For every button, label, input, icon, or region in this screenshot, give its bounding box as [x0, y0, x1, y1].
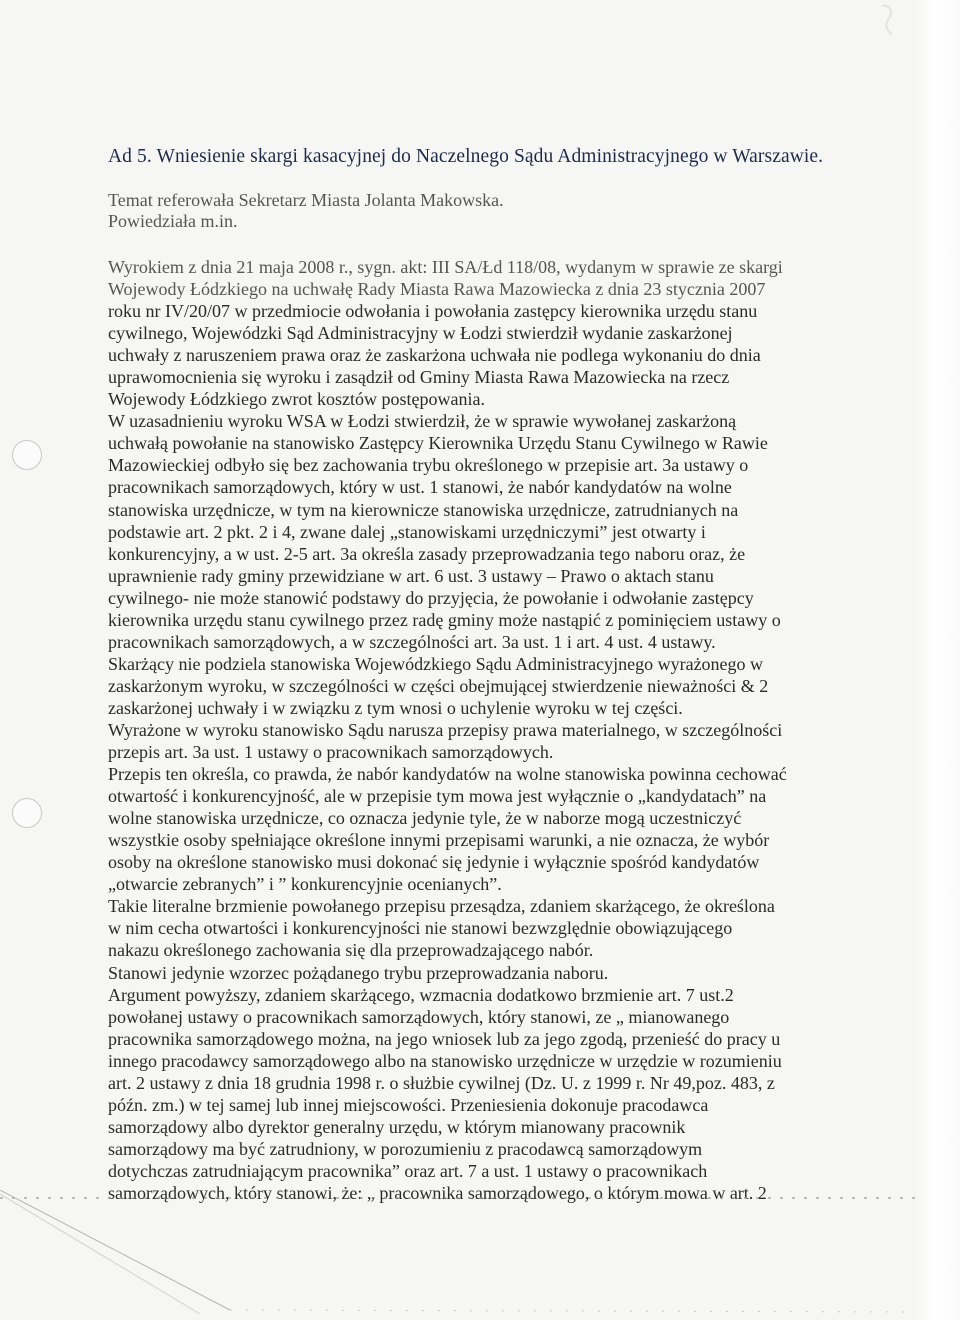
body-line: cywilnego- nie może stanowić podstawy do przyjęcia, że powołanie i odwołanie zastępcy — [108, 587, 754, 608]
body-line: uprawnienie rady gminy przewidziane w art. 6 ust. 3 ustawy – Prawo o aktach stanu — [108, 565, 714, 586]
body-line: Skarżący nie podziela stanowiska Wojewódzkiego Sądu Administracyjnego wyrażonego w — [108, 653, 764, 674]
body-line: stanowiska urzędnicze, w tym na kierownicze stanowiska urzędnicze, zatrudnianych na — [108, 499, 739, 520]
body-line: pracownikach samorządowych, a w szczególności art. 3a ust. 1 i art. 4 ust. 4 ustawy. — [108, 631, 716, 652]
page-edge — [916, 0, 960, 1320]
body-line: uprawomocnienia się wyroku i zasądził od Gminy Miasta Rawa Mazowiecka na rzecz — [108, 367, 730, 388]
punch-hole-lower — [12, 798, 42, 828]
body-line: pracownika samorządowego można, na jego wniosek lub za jego zgodą, przenieść do pracy u — [108, 1028, 781, 1049]
body-line: W uzasadnieniu wyroku WSA w Łodzi stwierdził, że w sprawie wywołanej zaskarżoną — [108, 411, 737, 432]
body-line: powołanej ustawy o pracownikach samorządowych, który stanowi, ze „ mianowanego — [108, 1006, 730, 1027]
body-line: otwartość i konkurencyjność, ale w przepisie tym mowa jest wyłącznie o „kandydatach” na — [108, 786, 767, 807]
body-line: samorządowy albo dyrektor generalny urzędu, w którym mianowany pracownik — [108, 1116, 686, 1137]
body-line: Takie literalne brzmienie powołanego przepisu przesądza, zdaniem skarżącego, że określona — [108, 896, 775, 917]
punch-hole-upper — [12, 440, 42, 470]
section-heading: Ad 5. Wniesienie skargi kasacyjnej do Naczelnego Sądu Administracyjnego w Warszawie. — [108, 146, 824, 167]
body-text — [108, 256, 828, 1204]
body-line: Wojewody Łódzkiego zwrot kosztów postępowania. — [108, 389, 485, 410]
body-line: zaskarżonej uchwały i w związku z tym wnosi o uchylenie wyroku w tej części. — [108, 697, 683, 718]
body-line: wszystkie osoby spełniające określone innymi przepisami warunki, a nie oznacza, że wybór — [108, 830, 770, 851]
body-line: wolne stanowiska urzędnicze, co oznacza jedynie tyle, że w naborze mogą uczestniczyć — [108, 808, 742, 829]
scan-artifacts — [0, 1190, 916, 1320]
body-line: Argument powyższy, zdaniem skarżącego, wzmacnia dodatkowo brzmienie art. 7 ust.2 — [108, 984, 734, 1005]
body-line: osoby na określone stanowisko musi dokonać się jedynie i wyłącznie spośród kandydatów — [108, 852, 760, 873]
body-line: uchwałą powołanie na stanowisko Zastępcy Kierownika Urzędu Stanu Cywilnego w Rawie — [108, 433, 768, 454]
body-line: nakazu określonego zachowania się dla przeprowadzającego nabór. — [108, 940, 594, 961]
body-line: późn. zm.) w tej samej lub innej miejscowości. Przeniesienia dokonuje pracodawca — [108, 1094, 709, 1115]
body-line: cywilnego, Wojewódzki Sąd Administracyjny w Łodzi stwierdził wydanie zaskarżonej — [108, 323, 733, 344]
intro-text — [108, 190, 504, 232]
body-line: w nim cecha otwartości i konkurencyjności nie stanowi bezwzględnie obowiązującego — [108, 918, 733, 939]
body-line: dotychczas zatrudniającym pracownika” oraz art. 7 a ust. 1 ustawy o pracownikach — [108, 1160, 708, 1181]
body-line: innego pracodawcy samorządowego albo na stanowisko urzędnicze w urzędzie w rozumieniu — [108, 1050, 782, 1071]
body-line: podstawie art. 2 pkt. 2 i 4, zwane dalej „stanowiskami urzędniczymi” jest otwarty i — [108, 521, 706, 542]
page-corner-mark — [876, 2, 898, 38]
body-line: samorządowy ma być zatrudniony, w porozumieniu z pracodawcą samorządowym — [108, 1138, 703, 1159]
body-line: Wojewody Łódzkiego na uchwałę Rady Miasta Rawa Mazowiecka z dnia 23 stycznia 2007 — [108, 279, 766, 300]
body-line: art. 2 ustawy z dnia 18 grudnia 1998 r. o służbie cywilnej (Dz. U. z 1999 r. Nr 49,poz. 483, z — [108, 1072, 775, 1093]
body-line: uchwały z naruszeniem prawa oraz że zaskarżona uchwała nie podlega wykonaniu do dnia — [108, 345, 761, 366]
body-line: pracownikach samorządowych, który w ust. 1 stanowi, że nabór kandydatów na wolne — [108, 477, 732, 498]
body-line: „otwarcie zebranych” i ” konkurencyjnie ocenianych”. — [108, 874, 502, 895]
intro-line: Temat referowała Sekretarz Miasta Jolanta Makowska. — [108, 190, 504, 210]
body-line: Przepis ten określa, co prawda, że nabór kandydatów na wolne stanowiska powinna cechować — [108, 764, 787, 785]
body-line: Wyrażone w wyroku stanowisko Sądu narusza przepisy prawa materialnego, w szczególności — [108, 719, 783, 740]
body-line: roku nr IV/20/07 w przedmiocie odwołania i powołania zastępcy kierownika urzędu stanu — [108, 301, 758, 322]
body-line: Mazowieckiej odbyło się bez zachowania trybu określonego w przepisie art. 3a ustawy o — [108, 455, 749, 476]
body-line: kierownika urzędu stanu cywilnego przez radę gminy może nastąpić z pominięciem ustawy o — [108, 609, 781, 630]
intro-line: Powiedziała m.in. — [108, 211, 238, 231]
body-line: przepis art. 3a ust. 1 ustawy o pracownikach samorządowych. — [108, 742, 554, 763]
body-line: zaskarżonym wyroku, w szczególności w części obejmującej stwierdzenie nieważności & 2 — [108, 675, 769, 696]
body-line: Wyrokiem z dnia 21 maja 2008 r., sygn. akt: III SA/Łd 118/08, wydanym w sprawie ze skargi — [108, 257, 783, 277]
body-line: Stanowi jedynie wzorzec pożądanego trybu przeprowadzania naboru. — [108, 962, 609, 983]
body-line: konkurencyjny, a w ust. 2-5 art. 3a określa zasady przeprowadzania tego naboru oraz, że — [108, 543, 746, 564]
body-line: samorządowych, który stanowi, że: „ pracownika samorządowego, o którym mowa w art. 2 — [108, 1182, 767, 1203]
